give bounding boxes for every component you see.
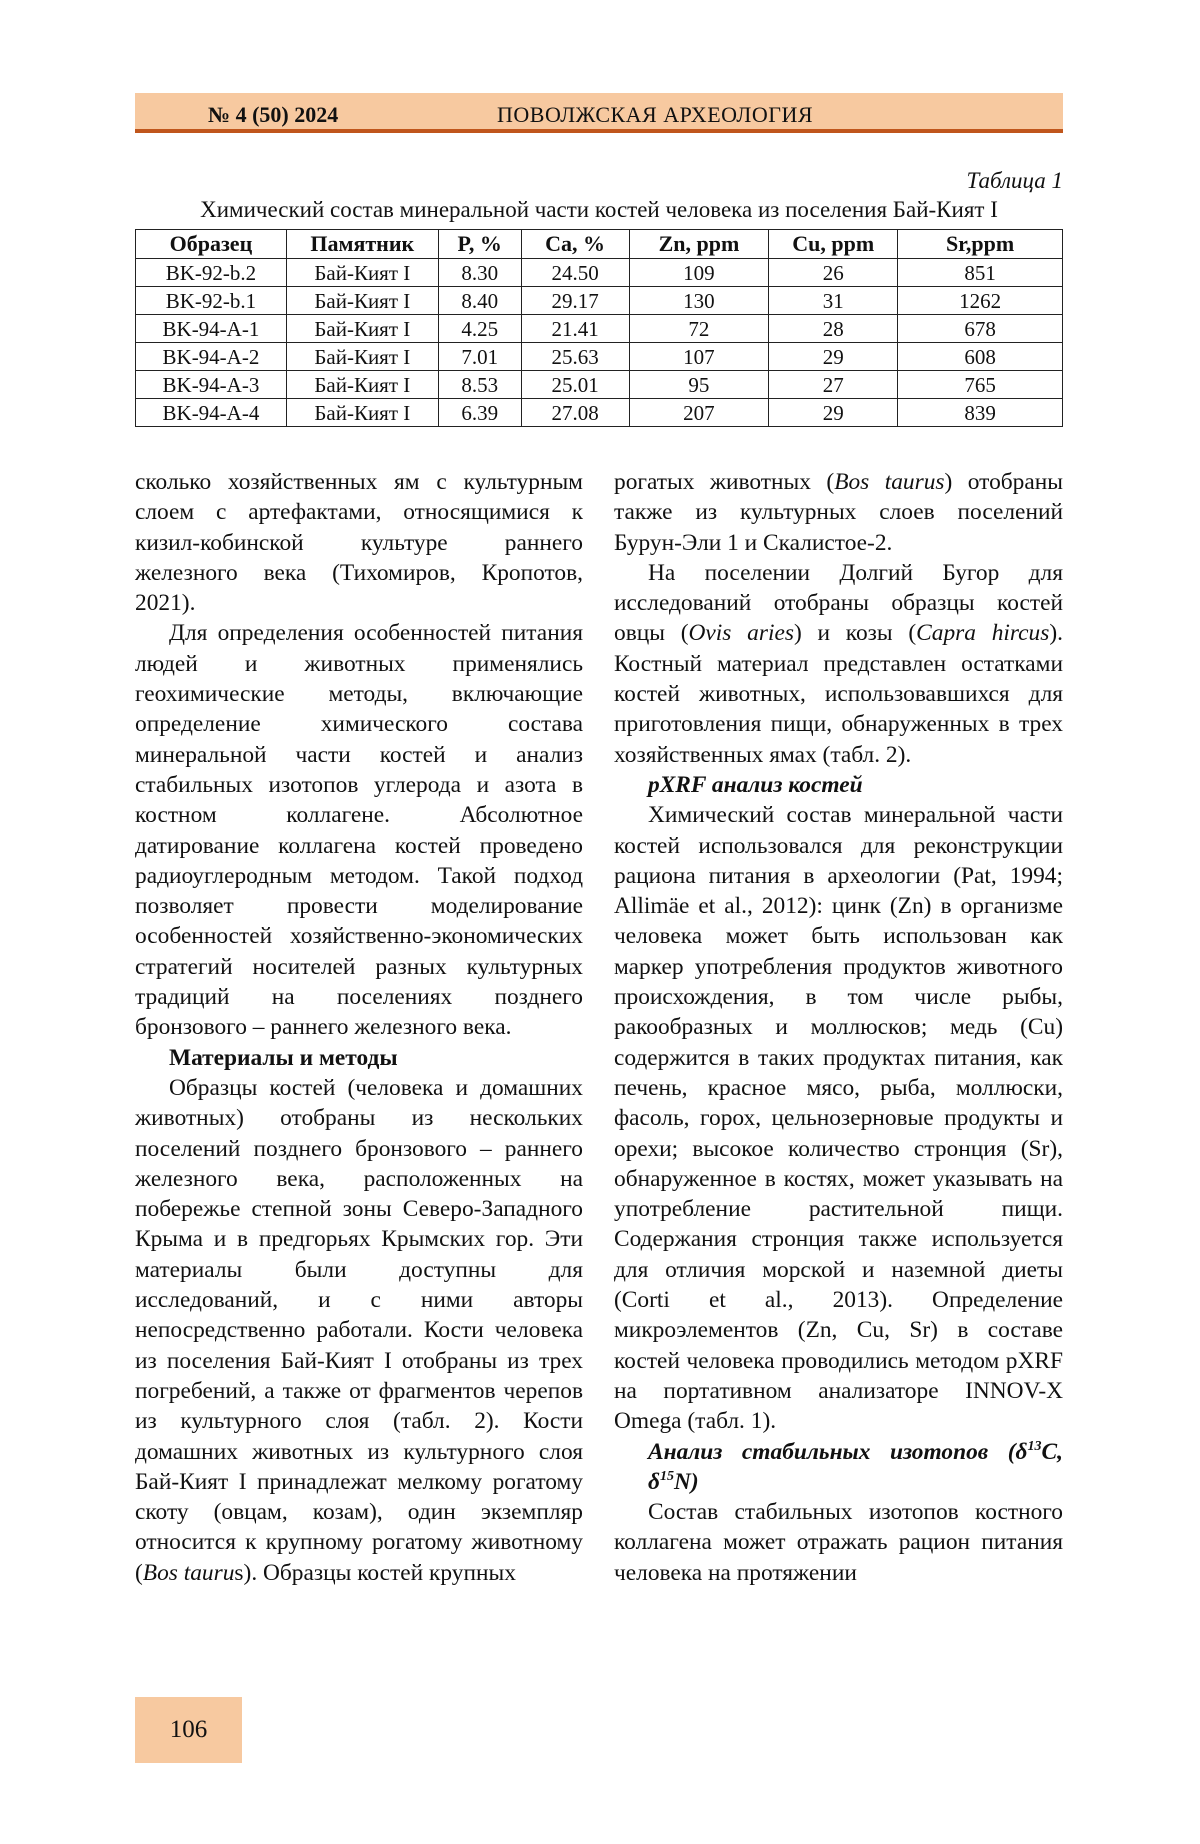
table-cell: 8.53 — [438, 371, 521, 399]
table-cell: 107 — [629, 343, 769, 371]
table-cell: 851 — [898, 259, 1063, 287]
table-cell: 72 — [629, 315, 769, 343]
table-row — [136, 259, 1063, 287]
table-cell: 21.41 — [521, 315, 629, 343]
superscript: 13 — [1027, 1437, 1042, 1454]
page-number: 106 — [135, 1697, 242, 1763]
table-header-cell: Образец — [136, 230, 287, 259]
paragraph: Для определения особенностей питания людей и животных применялись геохимические методы, включающие определение химического состава минеральной части костей и анализ стабильных изотопов углерода и азота в костном коллагене. Абсолютное датирование коллагена костей проведено радиоуглеродным методом. Такой подход позволяет провести моделирование особенностей хозяйственно-экономических стратегий носителей разных культурных традиций на поселениях позднего бронзового – раннего железного века. — [135, 620, 583, 1041]
superscript: 15 — [659, 1468, 675, 1484]
text-run: N) — [674, 1468, 699, 1495]
table-header-cell: P, % — [438, 230, 521, 259]
species-name: Bos tauru — [142, 1559, 235, 1586]
table-cell: 28 — [769, 315, 898, 343]
right-column — [614, 467, 1063, 1588]
table-cell: 6.39 — [438, 399, 521, 427]
table-cell: 31 — [769, 287, 898, 315]
table-cell: 29 — [769, 399, 898, 427]
table-cell: Бай-Кият I — [286, 343, 438, 371]
table-cell: Бай-Кият I — [286, 371, 438, 399]
table-row — [136, 371, 1063, 399]
text-run: рогатых животных ( — [614, 469, 835, 495]
table-cell: 765 — [898, 371, 1063, 399]
table-row — [136, 399, 1063, 427]
table-cell: BK-94-A-4 — [136, 399, 287, 427]
table-header-cell: Sr,ppm — [898, 230, 1063, 259]
table-cell: 109 — [629, 259, 769, 287]
table-row — [136, 287, 1063, 315]
paragraph: Химический состав минеральной части костей использовался для реконструкции рациона питания в археологии (Pat, 1994; Allimäe et al., 2012): цинк (Zn) в организме человека может быть использован как маркер употребления продуктов животного происхождения, в том числе рыбы, ракообразных и моллюсков; медь (Cu) содержится в таких продуктах питания, как печень, красное мясо, рыба, моллюски, фасоль, горох, цельнозерновые продукты и орехи; высокое количество стронция (Sr), обнаруженное в костях, может указывать на употребление растительной пищи. Содержания стронция также используется для отличия морской и наземной диеты (Corti et al., 2013). Определение микроэлементов (Zn, Cu, Sr) в составе костей человека проводились методом pXRF на портативном анализаторе INNOV-X Omega (табл. 1). — [614, 802, 1063, 1435]
running-header — [135, 93, 1063, 133]
paragraph: Состав стабильных изотопов костного коллагена может отражать рацион питания человека на протяжении — [614, 1499, 1063, 1586]
table-cell: Бай-Кият I — [286, 287, 438, 315]
table-cell: BK-92-b.1 — [136, 287, 287, 315]
table-header-row — [136, 230, 1063, 259]
table-header-cell: Cu, ppm — [769, 230, 898, 259]
left-column — [135, 467, 583, 1588]
table-cell: Бай-Кият I — [286, 399, 438, 427]
chemical-composition-table — [135, 229, 1063, 427]
table-cell: 207 — [629, 399, 769, 427]
table-title: Химический состав минеральной части костей человека из поселения Бай-Кият I — [200, 197, 998, 222]
table-cell: 130 — [629, 287, 769, 315]
table-cell: 26 — [769, 259, 898, 287]
journal-title: ПОВОЛЖСКАЯ АРХЕОЛОГИЯ — [497, 102, 814, 127]
table-cell: 608 — [898, 343, 1063, 371]
table-cell: 8.40 — [438, 287, 521, 315]
table-header-cell: Ca, % — [521, 230, 629, 259]
table-cell: 27.08 — [521, 399, 629, 427]
paragraph — [614, 467, 1063, 558]
table-cell: BK-92-b.2 — [136, 259, 287, 287]
table-cell: BK-94-A-2 — [136, 343, 287, 371]
table-cell: 25.01 — [521, 371, 629, 399]
table-cell: 29.17 — [521, 287, 629, 315]
table-row — [136, 343, 1063, 371]
paragraph: сколько хозяйственных ям с культурным слоем с артефактами, относящимися к кизил-кобинской культуре раннего железного века (Тихомиров, Кропотов, 2021). — [135, 469, 583, 617]
text-run: На поселении Долгий Бугор для исследований отобраны образцы костей овцы ( — [614, 559, 1063, 647]
table-row — [136, 315, 1063, 343]
text-run: C, δ — [648, 1438, 1063, 1495]
text-run: s). Образцы костей крупных — [234, 1559, 516, 1586]
table-cell: 1262 — [898, 287, 1063, 315]
table-cell: 4.25 — [438, 315, 521, 343]
text-run: ) отобраны также из культурных слоев поселений Бурун-Эли 1 и Скалистое-2. — [614, 469, 1063, 556]
table-caption: Таблица 1 — [966, 168, 1063, 193]
table-cell: 95 — [629, 371, 769, 399]
table-cell: 27 — [769, 371, 898, 399]
table-cell: 8.30 — [438, 259, 521, 287]
text-run: Анализ стабильных изотопов (δ — [648, 1438, 1028, 1465]
paragraph — [614, 558, 1063, 770]
species-name: Bos taurus — [834, 469, 945, 495]
section-heading-isotopes — [614, 1437, 1063, 1498]
section-heading-pxrf: pXRF анализ костей — [648, 771, 863, 798]
paragraph — [135, 1073, 583, 1588]
table-cell: BK-94-A-1 — [136, 315, 287, 343]
text-run: ) и козы ( — [793, 620, 917, 647]
table-cell: 7.01 — [438, 343, 521, 371]
table-cell: Бай-Кият I — [286, 315, 438, 343]
issue-number: № 4 (50) 2024 — [208, 102, 339, 127]
table-cell: Бай-Кият I — [286, 259, 438, 287]
species-name: Ovis aries — [688, 620, 794, 647]
text-run: Образцы костей (человека и домашних животных) отобраны из нескольких поселений позднего бронзового – раннего железного века, расположенных на побережье степной зоны Северо-Западного Крыма и в предгорьях Крымских гор. Эти материалы были доступны для исследований, и с ними авторы непосредственно работали. Кости человека из поселения Бай-Кият I отобраны из трех погребений, а также от фрагментов черепов из культурного слоя (табл. 2). Кости домашних животных из культурного слоя Бай-Кият I принадлежат мелкому рогатому скоту (овцам, козам), один экземпляр относится к крупному рогатому животному ( — [135, 1074, 583, 1586]
table-cell: 24.50 — [521, 259, 629, 287]
table-cell: 29 — [769, 343, 898, 371]
text-run: ). Костный материал представлен остатками костей животных, использовавшихся для приготовления пищи, обнаруженных в трех хозяйственных ямах (табл. 2). — [614, 620, 1063, 768]
section-heading-materials: Материалы и методы — [169, 1044, 398, 1071]
table-header-cell: Zn, ppm — [629, 230, 769, 259]
table-cell: BK-94-A-3 — [136, 371, 287, 399]
table-header-cell: Памятник — [286, 230, 438, 259]
table-cell: 839 — [898, 399, 1063, 427]
species-name: Capra hircus — [916, 620, 1050, 647]
table-cell: 25.63 — [521, 343, 629, 371]
table-cell: 678 — [898, 315, 1063, 343]
